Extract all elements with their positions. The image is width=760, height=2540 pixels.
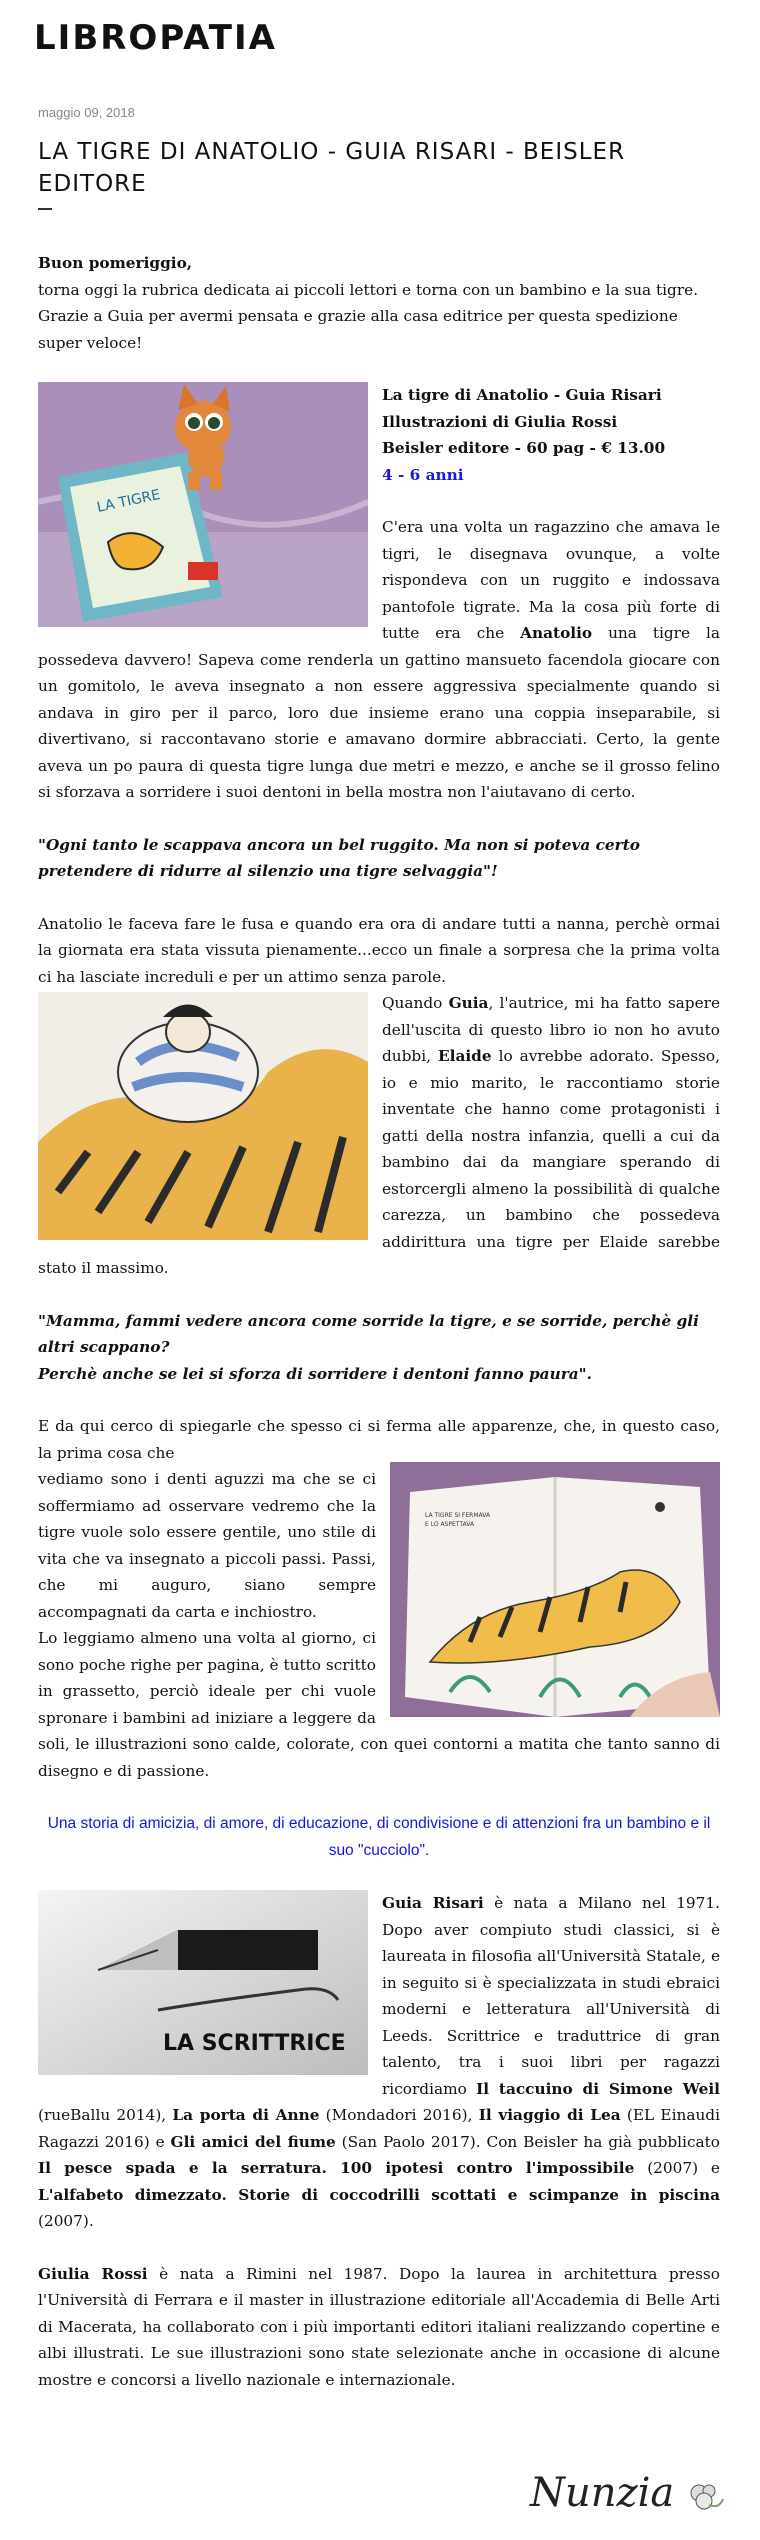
book-illustrations-line: Illustrazioni di Giulia Rossi <box>382 412 618 431</box>
writer-block <box>38 1890 720 2235</box>
post <box>38 105 720 2393</box>
highlight-quote: Una storia di amicizia, di amore, di educazione, di condivisione e di attenzioni fra un bambino e il suo "cucciolo". <box>47 1815 711 1859</box>
svg-text:LA TIGRE: LA TIGRE <box>95 486 162 516</box>
bio-guia: Guia Risari è nata a Milano nel 1971. Dopo aver compiuto studi classici, si è laureata in filosofia all'Università Statale, e in seguito si è specializzata in studi ebraici moderni e letteratura all'Università di Leeds. Scrittrice e traduttrice di gran talento, tra i suoi libri per ragazzi ricordiamo Il taccuino di Simone Weil (rueBallu 2014), La porta di Anne (Mondadori 2016), Il viaggio di Lea (EL Einaudi Ragazzi 2016) e Gli amici del fiume (San Paolo 2017). Con Beisler ha già pubblicato Il pesce spada e la serratura. 100 ipotesi contro l'impossibile (2007) e L'alfabeto dimezzato. Storie di coccodrilli scottati e scimpanze in piscina (2007). <box>38 1894 720 2230</box>
book-age: 4 - 6 anni <box>382 465 464 484</box>
post-title: LA TIGRE DI ANATOLIO - GUIA RISARI - BEISLER EDITORE <box>38 139 626 197</box>
paragraph-guia: Quando Guia, l'autrice, mi ha fatto sapere dell'uscita di questo libro io non ho avuto dubbi, Elaide lo avrebbe adorato. Spesso, io e mio marito, le raccontiamo storie inventate che hanno come protagonisti i gatti della nostra infanzia, quelli a cui da bambino dai da mangiare sperando di estorcergli almeno la possibilità di qualche carezza, un bambino che possedeva addirittura una tigre per Elaide sarebbe stato il massimo. <box>38 994 720 1277</box>
signature: Nunzia <box>530 2470 727 2516</box>
paragraph-fusa: Anatolio le faceva fare le fusa e quando era ora di andare tutti a nanna, perchè ormai la giornata era stata vissuta pienamente...ecco un finale a sorpresa che la prima volta ci ha lasciate increduli e per un attimo senza parole. <box>38 914 720 986</box>
book-block <box>38 382 720 806</box>
paragraph-denti: vediamo sono i denti aguzzi ma che se ci soffermiamo ad osservare vedremo che la tigre vuole solo essere gentile, uno stile di vita che va insegnato a piccoli passi. Passi, che mi auguro, siano sempre accompagnati da carta e inchiostro. <box>38 1470 376 1621</box>
mouse-signature-icon <box>687 2481 727 2511</box>
paragraph-apparenze: E da qui cerco di spiegarle che spesso ci si ferma alle apparenze, che, in questo caso, la prima cosa che <box>38 1417 720 1462</box>
book-title-line: La tigre di Anatolio - Guia Risari <box>382 386 662 404</box>
fountain-pen-photo[interactable] <box>38 1890 368 2075</box>
book-publisher-line: Beisler editore - 60 pag - € 13.00 <box>382 439 666 457</box>
quote-mamma-2: Perchè anche se lei si sforza di sorridere i dentoni fanno paura". <box>38 1364 592 1383</box>
post-body <box>38 250 720 2393</box>
blog-title-link[interactable]: LIBROPATIA <box>34 18 277 58</box>
title-divider <box>38 208 52 210</box>
tiger-block <box>38 990 720 1282</box>
post-date: maggio 09, 2018 <box>38 105 135 120</box>
tiger-page-photo[interactable] <box>38 992 368 1240</box>
greeting: Buon pomeriggio, <box>38 254 193 272</box>
open-book-block <box>38 1466 720 1784</box>
open-book-photo[interactable] <box>390 1462 720 1717</box>
writer-image-label: LA SCRITTRICE <box>163 2031 346 2056</box>
svg-text:E LO ASPETTAVA: E LO ASPETTAVA <box>425 1521 475 1528</box>
cat-plush-photo[interactable] <box>38 382 368 627</box>
quote-roar: "Ogni tanto le scappava ancora un bel ruggito. Ma non si poteva certo pretendere di ridurre al silenzio una tigre selvaggia"! <box>38 835 640 880</box>
svg-text:LA TIGRE SI FERMAVA: LA TIGRE SI FERMAVA <box>425 1512 491 1519</box>
paragraph-anatolio: C'era una volta un ragazzino che amava le tigri, le disegnava ovunque, a volte rispondeva con un ruggito e indossava pantofole tigrate. Ma la cosa più forte di tutte era che Anatolio una tigre la possedeva davvero! Sapeva come renderla un gattino mansueto facendola giocare con un gomitolo, le aveva insegnato a non essere aggressiva specialmente quando si andava in giro per il parco, loro due insieme erano una coppia inseparabile, si divertivano, si raccontavano storie e amavano dormire abbracciati. Certo, la gente aveva un po paura di questa tigre lunga due metri e mezzo, e anche se il grosso felino si sforzava a sorridere i suoi dentoni in bella mostra non l'aiutavano di certo. <box>38 518 721 801</box>
paragraph-lettura: Lo leggiamo almeno una volta al giorno, ci sono poche righe per pagina, è tutto scritto in grassetto, perciò ideale per chi vuole spronare i bambini ad iniziare a leggere da soli, le illustrazioni sono calde, colorate, con quei contorni a matita che tanto sanno di disegno e di passione. <box>38 1629 720 1780</box>
quote-mamma-1: "Mamma, fammi vedere ancora come sorride la tigre, e se sorride, perchè gli altri scappano? <box>38 1311 699 1356</box>
intro-paragraph: torna oggi la rubrica dedicata ai piccoli lettori e torna con un bambino e la sua tigre. Grazie a Guia per avermi pensata e grazie alla casa editrice per questa spedizione super veloce! <box>38 280 699 352</box>
bio-giulia: Giulia Rossi è nata a Rimini nel 1987. Dopo la laurea in architettura presso l'Università di Ferrara e il master in illustrazione editoriale all'Accademia di Belle Arti di Macerata, ha collaborato con i più importanti editori italiani realizzando copertine e albi illustrati. Le sue illustrazioni sono state selezionate anche in occasione di alcune mostre e concorsi a livello nazionale e internazionale. <box>38 2264 720 2389</box>
blog-header <box>0 0 760 80</box>
